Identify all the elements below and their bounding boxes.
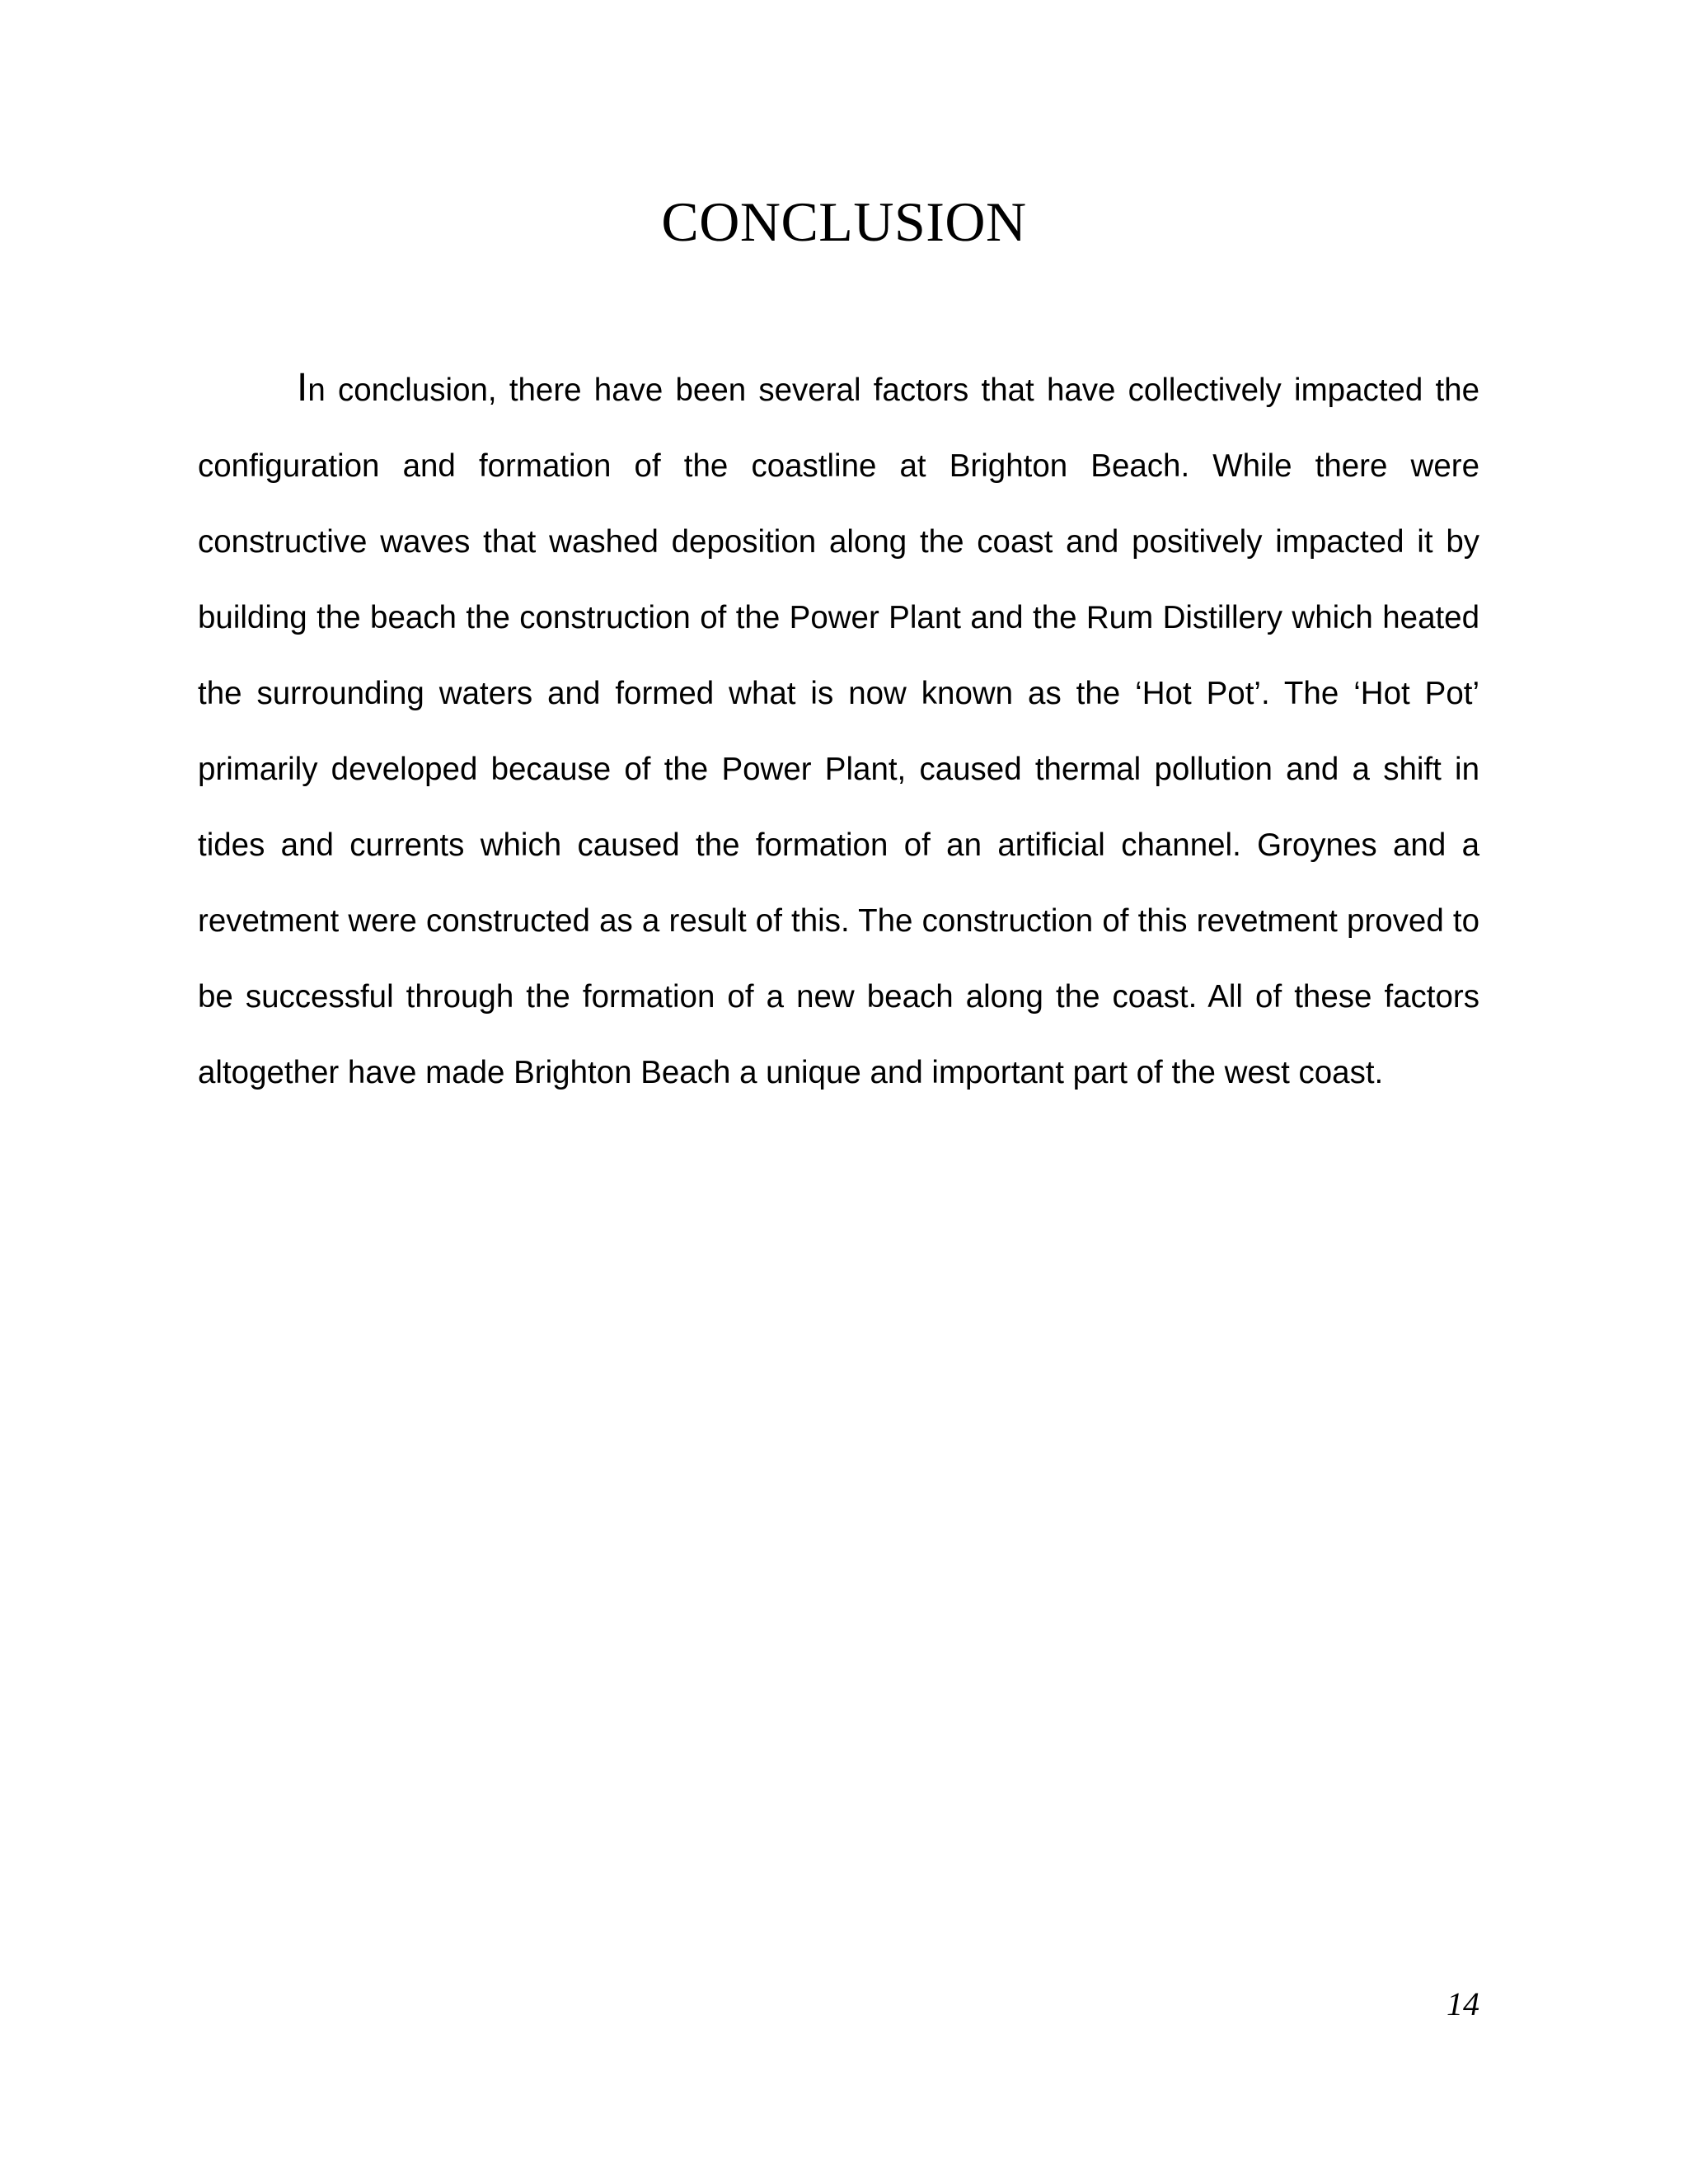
conclusion-paragraph xyxy=(198,350,1479,1111)
paragraph-text: n conclusion, there have been several factors that have collectively impacted the configuration and formation of the coastline at Brighton Beach. While there were constructive waves that washed deposition along the coast and positively impacted it by building the beach the construction of the Power Plant and the Rum Distillery which heated the surrounding waters and formed what is now known as the ‘Hot Pot’. The ‘Hot Pot’ primarily developed because of the Power Plant, caused thermal pollution and a shift in tides and currents which caused the formation of an artificial channel. Groynes and a revetment were constructed as a result of this. The construction of this revetment proved to be successful through the formation of a new beach along the coast. All of these factors altogether have made Brighton Beach a unique and important part of the west coast. xyxy=(198,373,1479,1090)
page-title: CONCLUSION xyxy=(661,190,1027,253)
page-number: 14 xyxy=(1447,1985,1479,2022)
paragraph-first-letter: I xyxy=(297,366,308,410)
